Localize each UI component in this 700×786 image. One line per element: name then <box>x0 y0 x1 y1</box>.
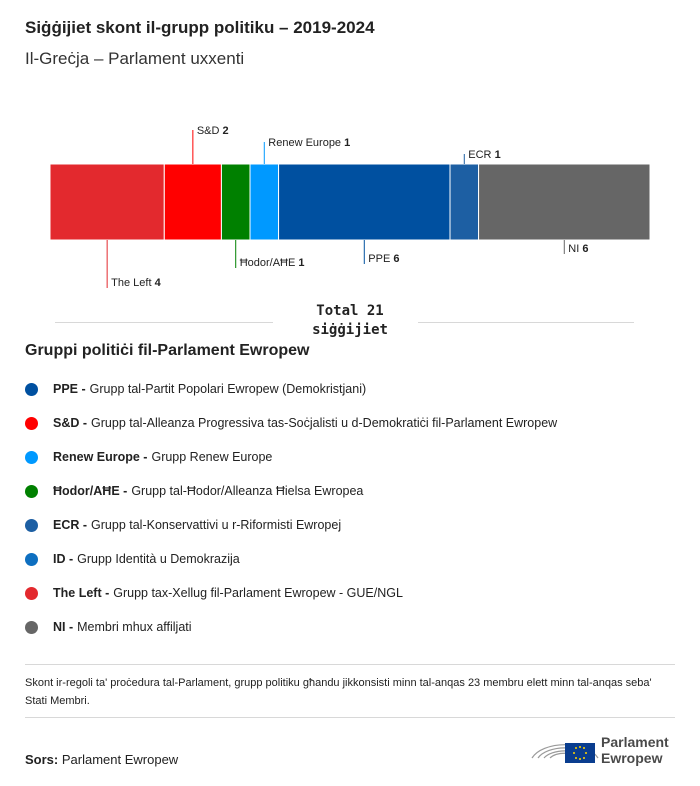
segment-label <box>197 125 229 137</box>
legend-abbr: ECR - <box>53 518 88 532</box>
legend-desc: Grupp tal-Partit Popolari Ewropew (Demokristjani) <box>89 382 367 396</box>
legend-dot-icon <box>25 383 38 396</box>
segment-label <box>111 277 161 289</box>
total-seats <box>0 300 700 340</box>
legend-desc: Grupp tal-Konservattivi u r-Riformisti Ewropej <box>91 518 342 532</box>
legend-dot-icon <box>25 621 38 634</box>
legend-abbr: NI - <box>53 620 74 634</box>
chart-title: Siġġijiet skont il-grupp politiku – 2019-2024 <box>25 18 375 37</box>
segment-label <box>568 243 588 255</box>
legend-item <box>25 406 557 440</box>
legend-item <box>25 474 557 508</box>
legend-abbr: Ħodor/AĦE - <box>53 484 128 498</box>
segment-label <box>468 149 500 161</box>
logo-line1: Parlament <box>601 734 669 750</box>
logo-text <box>601 734 669 766</box>
total-label <box>270 302 430 340</box>
source-label: Sors: <box>25 752 59 767</box>
legend-abbr: ID - <box>53 552 74 566</box>
bar-segment <box>450 164 479 240</box>
segment-label-name: PPE <box>368 253 394 265</box>
legend-item <box>25 440 557 474</box>
legend-dot-icon <box>25 587 38 600</box>
legend-desc: Grupp tal-Alleanza Progressiva tas-Soċjalisti u d-Demokratiċi fil-Parlament Ewropew <box>91 416 558 430</box>
seat-bar-chart <box>0 120 700 295</box>
legend-desc: Grupp Renew Europe <box>151 450 273 464</box>
segment-label <box>240 257 305 269</box>
legend-desc: Membri mhux affiljati <box>77 620 192 634</box>
legend-desc: Grupp tal-Ħodor/Alleanza Ħielsa Ewropea <box>131 484 364 498</box>
segment-label-value: 6 <box>393 253 400 265</box>
legend-abbr: PPE - <box>53 382 86 396</box>
legend-dot-icon <box>25 519 38 532</box>
segment-label-value: 1 <box>298 257 305 269</box>
legend-dot-icon <box>25 417 38 430</box>
segment-label-name: ECR <box>468 149 495 161</box>
legend-dot-icon <box>25 485 38 498</box>
segment-label-value: 1 <box>494 149 501 161</box>
footnote: Skont ir-regoli ta' proċedura tal-Parlament, grupp politiku għandu jikkonsisti minn tal-anqas 23 membru elett minn tal-anqas seba' Stati Membri. <box>25 677 652 707</box>
chart-subtitle: Il-Greċja – Parlament uxxenti <box>25 49 245 68</box>
source <box>25 752 178 767</box>
segment-label-name: S&D <box>196 125 223 137</box>
total-divider-right <box>418 322 634 323</box>
legend-dot-icon <box>25 451 38 464</box>
bar-segment <box>250 164 279 240</box>
segment-label-value: 2 <box>222 125 229 137</box>
source-value: Parlament Ewropew <box>61 752 179 767</box>
legend-item <box>25 610 557 644</box>
logo-line2: Ewropew <box>601 750 663 766</box>
segment-label-value: 4 <box>154 277 161 289</box>
segment-label-name: Renew Europe <box>268 137 345 149</box>
segment-label-name: NI <box>568 243 583 255</box>
legend-dot-icon <box>25 553 38 566</box>
segment-label-name: The Left <box>111 277 155 289</box>
bar-segment <box>164 164 221 240</box>
legend-abbr: S&D - <box>53 416 88 430</box>
segment-label-name: Ħodor/AĦE <box>239 257 299 269</box>
segment-label-value: 1 <box>344 137 351 149</box>
divider-top <box>25 664 675 665</box>
total-count: Total 21 <box>316 303 384 319</box>
total-unit: siġġijiet <box>312 322 388 338</box>
legend-desc: Grupp Identità u Demokrazija <box>77 552 240 566</box>
segment-label <box>268 137 350 149</box>
segment-label-value: 6 <box>582 243 589 255</box>
legend-desc: Grupp tax-Xellug fil-Parlament Ewropew - GUE/NGL <box>113 586 403 600</box>
legend-item <box>25 542 557 576</box>
total-divider-left <box>55 322 273 323</box>
segment-label <box>368 253 399 265</box>
bar-segment <box>479 164 650 240</box>
divider-bottom <box>25 717 675 718</box>
legend-abbr: Renew Europe - <box>53 450 148 464</box>
legend-title: Gruppi politiċi fil-Parlament Ewropew <box>25 342 310 359</box>
bar-segment <box>221 164 250 240</box>
bar-segment <box>50 164 164 240</box>
bar-segment <box>279 164 450 240</box>
legend-item <box>25 508 557 542</box>
legend-abbr: The Left - <box>53 586 110 600</box>
legend-item <box>25 576 557 610</box>
legend <box>25 372 557 644</box>
legend-item <box>25 372 557 406</box>
